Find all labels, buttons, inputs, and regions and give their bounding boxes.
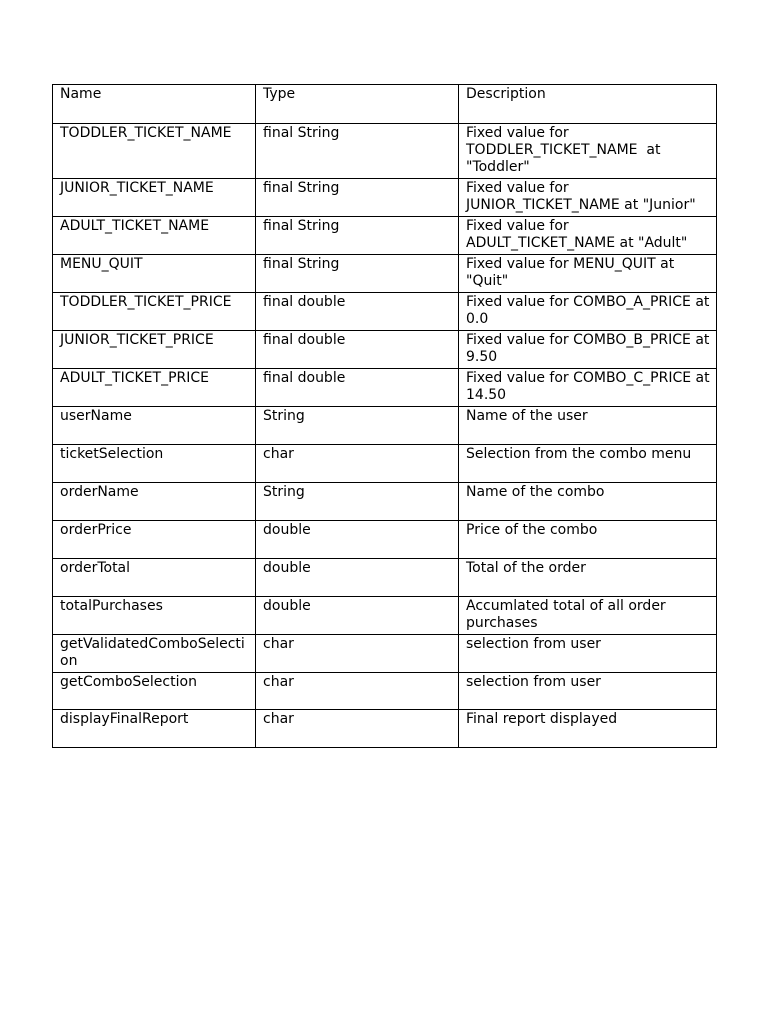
cell-description: Total of the order xyxy=(459,559,717,597)
cell-name: TODDLER_TICKET_PRICE xyxy=(53,293,256,331)
table-row xyxy=(53,445,717,483)
table-row xyxy=(53,407,717,445)
table-row xyxy=(53,179,717,217)
table-row xyxy=(53,483,717,521)
cell-name: ADULT_TICKET_PRICE xyxy=(53,369,256,407)
cell-name: ADULT_TICKET_NAME xyxy=(53,217,256,255)
table-row xyxy=(53,521,717,559)
cell-type: double xyxy=(256,559,459,597)
cell-type: final double xyxy=(256,293,459,331)
cell-type: char xyxy=(256,710,459,748)
cell-type: final String xyxy=(256,179,459,217)
cell-type: String xyxy=(256,407,459,445)
cell-type: String xyxy=(256,483,459,521)
table-row xyxy=(53,217,717,255)
header-row xyxy=(53,85,717,124)
cell-description: Fixed value for COMBO_B_PRICE at 9.50 xyxy=(459,331,717,369)
table-row xyxy=(53,559,717,597)
table-row xyxy=(53,124,717,179)
cell-name: orderName xyxy=(53,483,256,521)
cell-description: Selection from the combo menu xyxy=(459,445,717,483)
cell-type: double xyxy=(256,597,459,635)
cell-type: double xyxy=(256,521,459,559)
cell-name: MENU_QUIT xyxy=(53,255,256,293)
cell-type: char xyxy=(256,445,459,483)
cell-name: displayFinalReport xyxy=(53,710,256,748)
table-row xyxy=(53,710,717,748)
cell-description: Fixed value for ADULT_TICKET_NAME at "Adult" xyxy=(459,217,717,255)
cell-type: final String xyxy=(256,124,459,179)
cell-description: Fixed value for JUNIOR_TICKET_NAME at "Junior" xyxy=(459,179,717,217)
table-row xyxy=(53,673,717,710)
cell-description: Final report displayed xyxy=(459,710,717,748)
cell-name: orderPrice xyxy=(53,521,256,559)
cell-description: Fixed value for COMBO_A_PRICE at 0.0 xyxy=(459,293,717,331)
cell-description: Fixed value for COMBO_C_PRICE at 14.50 xyxy=(459,369,717,407)
variable-table xyxy=(52,84,717,748)
header-name: Name xyxy=(53,85,256,124)
cell-type: final double xyxy=(256,369,459,407)
cell-name: getValidatedComboSelection xyxy=(53,635,256,673)
cell-description: Name of the combo xyxy=(459,483,717,521)
cell-name: ticketSelection xyxy=(53,445,256,483)
cell-name: totalPurchases xyxy=(53,597,256,635)
cell-description: Accumlated total of all order purchases xyxy=(459,597,717,635)
header-description: Description xyxy=(459,85,717,124)
cell-type: char xyxy=(256,673,459,710)
table-row xyxy=(53,331,717,369)
table-row xyxy=(53,635,717,673)
cell-name: orderTotal xyxy=(53,559,256,597)
cell-name: userName xyxy=(53,407,256,445)
cell-type: final double xyxy=(256,331,459,369)
cell-description: Price of the combo xyxy=(459,521,717,559)
cell-description: selection from user xyxy=(459,673,717,710)
table-row xyxy=(53,255,717,293)
cell-description: selection from user xyxy=(459,635,717,673)
cell-description: Fixed value for MENU_QUIT at "Quit" xyxy=(459,255,717,293)
cell-name: TODDLER_TICKET_NAME xyxy=(53,124,256,179)
cell-description: Fixed value for TODDLER_TICKET_NAME at "Toddler" xyxy=(459,124,717,179)
cell-name: JUNIOR_TICKET_NAME xyxy=(53,179,256,217)
table-row xyxy=(53,369,717,407)
cell-type: final String xyxy=(256,255,459,293)
cell-type: final String xyxy=(256,217,459,255)
cell-type: char xyxy=(256,635,459,673)
cell-name: getComboSelection xyxy=(53,673,256,710)
header-type: Type xyxy=(256,85,459,124)
table-row xyxy=(53,293,717,331)
cell-name: JUNIOR_TICKET_PRICE xyxy=(53,331,256,369)
table-row xyxy=(53,597,717,635)
cell-description: Name of the user xyxy=(459,407,717,445)
